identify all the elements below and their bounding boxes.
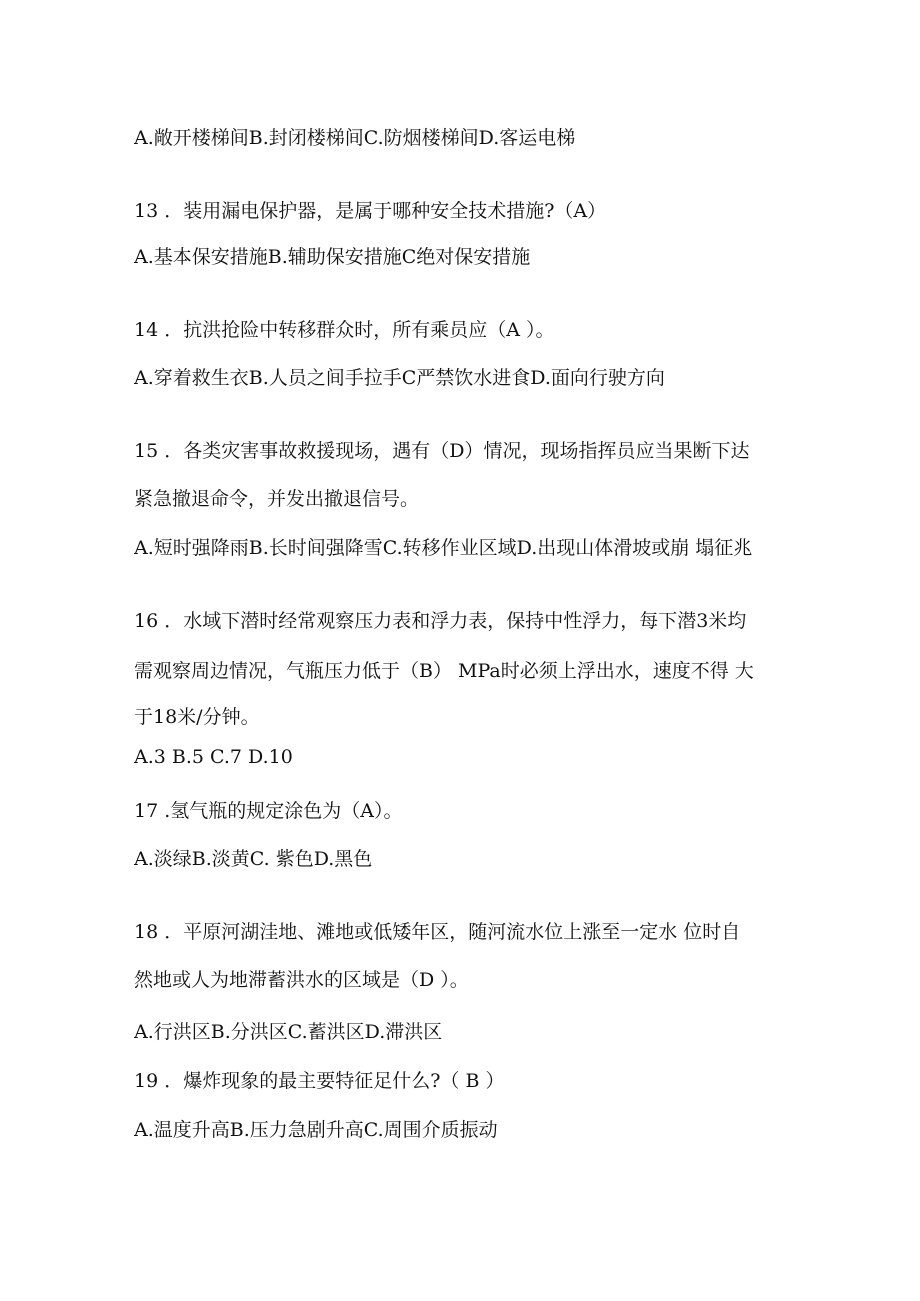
- text-line-q15-options: A.短时强降雨B.长时间强降雪C.转移作业区域D.出现山体滑坡或崩 塌征兆: [134, 537, 753, 559]
- text-line-q13-options: A.基本保安措施B.辅助保安措施C绝对保安措施: [134, 246, 531, 268]
- text-line-q17: 17 .氢气瓶的规定涂色为（A）。: [134, 800, 403, 822]
- text-line-q18-options: A.行洪区B.分洪区C.蓄洪区D.滞洪区: [134, 1021, 443, 1043]
- text-line-q13: 13 ．装用漏电保护器，是属于哪种安全技术措施?（A）: [134, 200, 607, 222]
- text-line-q16-part1: 16 ．水域下潜时经常观察压力表和浮力表，保持中性浮力，每下潜3米均: [134, 610, 747, 632]
- text-line-q16-part3: 于18米/分钟。: [134, 706, 260, 728]
- text-line-q17-options: A.淡绿B.淡黄C. 紫色D.黑色: [134, 848, 373, 870]
- text-line-q16-options: A.3 B.5 C.7 D.10: [134, 746, 293, 768]
- text-line-q15-part1: 15 ．各类灾害事故救援现场，遇有（D）情况，现场指挥员应当果断下达: [134, 440, 750, 462]
- text-line-q19: 19 ．爆炸现象的最主要特征足什么?（ B ）: [134, 1070, 505, 1092]
- text-line-q14: 14 ．抗洪抢险中转移群众时，所有乘员应（A ）。: [134, 319, 555, 341]
- text-line-q18-part1: 18 ．平原河湖洼地、滩地或低矮年区，随河流水位上涨至一定水 位时自: [134, 921, 741, 943]
- text-line-q19-options: A.温度升高B.压力急剧升高C.周围介质振动: [134, 1119, 498, 1141]
- text-line-q16-part2: 需观察周边情况，气瓶压力低于（B） MPa时必须上浮出水，速度不得 大: [134, 660, 754, 682]
- text-line-q18-part2: 然地或人为地滞蓄洪水的区域是（D ）。: [134, 969, 469, 991]
- text-line-q14-options: A.穿着救生衣B.人员之间手拉手C严禁饮水进食D.面向行驶方向: [134, 367, 665, 389]
- text-line-q12-options: A.敞开楼梯间B.封闭楼梯间C.防烟楼梯间D.客运电梯: [134, 127, 576, 149]
- text-line-q15-part2: 紧急撤退命令，并发出撤退信号。: [134, 488, 420, 510]
